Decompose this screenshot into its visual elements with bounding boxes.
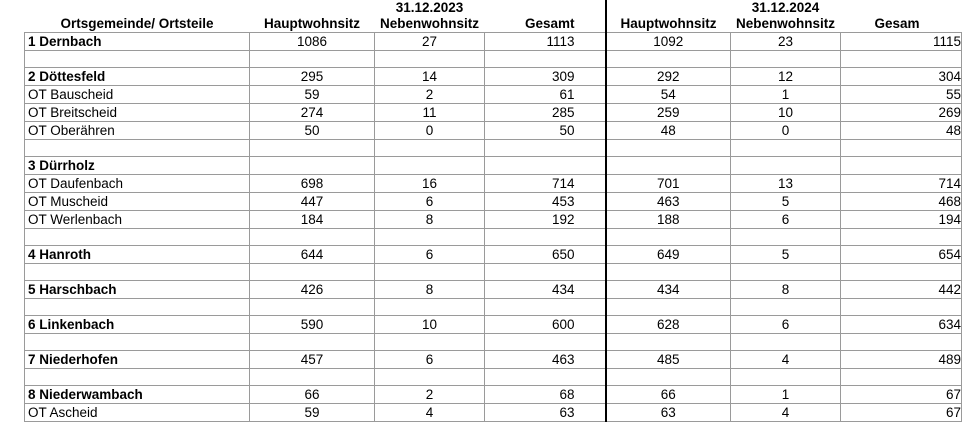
cell-hauptwohnsitz-2024: 66 <box>606 386 731 404</box>
cell-gesamt-2023: 192 <box>485 211 606 229</box>
cell-hauptwohnsitz-2024: 701 <box>606 175 731 193</box>
cell-hauptwohnsitz-2023: 274 <box>250 104 375 122</box>
row-name: OT Bauscheid <box>25 86 250 104</box>
header-nebenwohnsitz-2024: Nebenwohnsitz <box>735 16 835 31</box>
cell-nebenwohnsitz-2024: 4 <box>731 351 841 369</box>
cell-nebenwohnsitz-2023: 14 <box>375 68 485 86</box>
cell-gesamt-2023: 285 <box>485 104 606 122</box>
cell-nebenwohnsitz-2024: 5 <box>731 193 841 211</box>
cell-gesamt-2023: 63 <box>485 404 606 422</box>
cell-hauptwohnsitz-2024: 54 <box>606 86 731 104</box>
cell-gesamt-2024: 654 <box>841 246 962 264</box>
row-name: 6 Linkenbach <box>25 316 250 334</box>
table-row <box>25 86 962 104</box>
header-nebenwohnsitz-2023: Nebenwohnsitz <box>379 16 479 31</box>
cell-hauptwohnsitz-2024: 188 <box>606 211 731 229</box>
cell-nebenwohnsitz-2023: 27 <box>375 33 485 51</box>
cell-hauptwohnsitz-2024: 628 <box>606 316 731 334</box>
cell-nebenwohnsitz-2024: 6 <box>731 211 841 229</box>
row-name: 8 Niederwambach <box>25 386 250 404</box>
cell-nebenwohnsitz-2023: 8 <box>375 281 485 299</box>
cell-gesamt-2023: 434 <box>485 281 606 299</box>
population-table <box>24 0 962 422</box>
cell-hauptwohnsitz-2023: 59 <box>250 86 375 104</box>
table-row <box>25 281 962 299</box>
row-name: OT Daufenbach <box>25 175 250 193</box>
row-name: OT Breitscheid <box>25 104 250 122</box>
period-2024: 31.12.2024 <box>751 0 820 15</box>
row-label-header: Ortsgemeinde/ Ortsteile <box>60 16 214 31</box>
cell-hauptwohnsitz-2024: 434 <box>606 281 731 299</box>
cell-nebenwohnsitz-2023: 8 <box>375 211 485 229</box>
table-row <box>25 386 962 404</box>
cell-gesamt-2024: 304 <box>841 68 962 86</box>
cell-nebenwohnsitz-2024: 12 <box>731 68 841 86</box>
spacer-row <box>25 51 962 68</box>
cell-gesamt-2023: 1113 <box>485 33 606 51</box>
period-2023: 31.12.2023 <box>395 0 464 15</box>
cell-gesamt-2024: 442 <box>841 281 962 299</box>
spacer-row <box>25 369 962 386</box>
cell-gesamt-2023 <box>485 157 606 175</box>
cell-nebenwohnsitz-2024 <box>731 157 841 175</box>
cell-gesamt-2024 <box>841 157 962 175</box>
table-row <box>25 122 962 140</box>
cell-gesamt-2024: 468 <box>841 193 962 211</box>
cell-hauptwohnsitz-2024: 463 <box>606 193 731 211</box>
table-row <box>25 351 962 369</box>
cell-nebenwohnsitz-2023: 4 <box>375 404 485 422</box>
row-name: OT Werlenbach <box>25 211 250 229</box>
cell-gesamt-2024: 194 <box>841 211 962 229</box>
header-hauptwohnsitz-2024: Hauptwohnsitz <box>606 16 731 33</box>
cell-hauptwohnsitz-2023: 426 <box>250 281 375 299</box>
cell-hauptwohnsitz-2024: 48 <box>606 122 731 140</box>
cell-gesamt-2023: 309 <box>485 68 606 86</box>
spacer-row <box>25 229 962 246</box>
cell-hauptwohnsitz-2023: 66 <box>250 386 375 404</box>
cell-hauptwohnsitz-2024: 1092 <box>606 33 731 51</box>
header-gesamt-2024: Gesam <box>874 16 920 31</box>
row-name: OT Muscheid <box>25 193 250 211</box>
row-name: 4 Hanroth <box>25 246 250 264</box>
cell-nebenwohnsitz-2024: 8 <box>731 281 841 299</box>
row-name: 2 Döttesfeld <box>25 68 250 86</box>
cell-hauptwohnsitz-2023: 59 <box>250 404 375 422</box>
cell-gesamt-2023: 50 <box>485 122 606 140</box>
cell-nebenwohnsitz-2024: 23 <box>731 33 841 51</box>
cell-gesamt-2023: 61 <box>485 86 606 104</box>
cell-nebenwohnsitz-2024: 10 <box>731 104 841 122</box>
cell-gesamt-2024: 269 <box>841 104 962 122</box>
cell-gesamt-2024: 48 <box>841 122 962 140</box>
cell-nebenwohnsitz-2023: 6 <box>375 246 485 264</box>
cell-hauptwohnsitz-2024: 259 <box>606 104 731 122</box>
spacer-row <box>25 334 962 351</box>
table-row <box>25 157 962 175</box>
table-row <box>25 246 962 264</box>
cell-gesamt-2023: 714 <box>485 175 606 193</box>
cell-gesamt-2024: 1115 <box>841 33 962 51</box>
cell-gesamt-2024: 714 <box>841 175 962 193</box>
cell-gesamt-2024: 55 <box>841 86 962 104</box>
cell-nebenwohnsitz-2024: 6 <box>731 316 841 334</box>
cell-hauptwohnsitz-2024: 292 <box>606 68 731 86</box>
header-gesamt-2023: Gesamt <box>524 16 575 31</box>
cell-nebenwohnsitz-2023: 10 <box>375 316 485 334</box>
cell-hauptwohnsitz-2023: 457 <box>250 351 375 369</box>
table-row <box>25 68 962 86</box>
table-row <box>25 211 962 229</box>
cell-gesamt-2024: 489 <box>841 351 962 369</box>
spacer-row <box>25 299 962 316</box>
cell-nebenwohnsitz-2024: 13 <box>731 175 841 193</box>
cell-nebenwohnsitz-2024: 5 <box>731 246 841 264</box>
cell-hauptwohnsitz-2023: 447 <box>250 193 375 211</box>
cell-nebenwohnsitz-2023 <box>375 157 485 175</box>
cell-nebenwohnsitz-2023: 6 <box>375 193 485 211</box>
cell-nebenwohnsitz-2024: 1 <box>731 86 841 104</box>
cell-gesamt-2024: 67 <box>841 386 962 404</box>
cell-gesamt-2023: 453 <box>485 193 606 211</box>
spacer-row <box>25 264 962 281</box>
cell-hauptwohnsitz-2023: 590 <box>250 316 375 334</box>
table-row <box>25 175 962 193</box>
table-row <box>25 316 962 334</box>
header-hauptwohnsitz-2023: Hauptwohnsitz <box>264 16 360 31</box>
cell-gesamt-2023: 463 <box>485 351 606 369</box>
cell-hauptwohnsitz-2024 <box>606 157 731 175</box>
table-row <box>25 33 962 51</box>
cell-nebenwohnsitz-2023: 16 <box>375 175 485 193</box>
cell-nebenwohnsitz-2023: 0 <box>375 122 485 140</box>
cell-hauptwohnsitz-2023 <box>250 157 375 175</box>
cell-nebenwohnsitz-2023: 2 <box>375 86 485 104</box>
cell-gesamt-2024: 634 <box>841 316 962 334</box>
cell-nebenwohnsitz-2024: 4 <box>731 404 841 422</box>
cell-hauptwohnsitz-2024: 485 <box>606 351 731 369</box>
row-name: 7 Niederhofen <box>25 351 250 369</box>
row-name: 5 Harschbach <box>25 281 250 299</box>
cell-hauptwohnsitz-2023: 1086 <box>250 33 375 51</box>
cell-gesamt-2023: 68 <box>485 386 606 404</box>
row-name: OT Ascheid <box>25 404 250 422</box>
header-row-columns <box>25 16 962 33</box>
header-row-period <box>25 0 962 16</box>
cell-nebenwohnsitz-2024: 0 <box>731 122 841 140</box>
cell-nebenwohnsitz-2023: 2 <box>375 386 485 404</box>
spacer-row <box>25 140 962 157</box>
cell-gesamt-2024: 67 <box>841 404 962 422</box>
cell-hauptwohnsitz-2023: 644 <box>250 246 375 264</box>
cell-hauptwohnsitz-2024: 63 <box>606 404 731 422</box>
cell-hauptwohnsitz-2023: 698 <box>250 175 375 193</box>
cell-gesamt-2023: 650 <box>485 246 606 264</box>
cell-hauptwohnsitz-2023: 295 <box>250 68 375 86</box>
row-name: 1 Dernbach <box>25 33 250 51</box>
cell-hauptwohnsitz-2024: 649 <box>606 246 731 264</box>
cell-hauptwohnsitz-2023: 50 <box>250 122 375 140</box>
cell-nebenwohnsitz-2023: 11 <box>375 104 485 122</box>
table-row <box>25 193 962 211</box>
row-name: 3 Dürrholz <box>25 157 250 175</box>
cell-gesamt-2023: 600 <box>485 316 606 334</box>
cell-nebenwohnsitz-2024: 1 <box>731 386 841 404</box>
row-name: OT Oberähren <box>25 122 250 140</box>
table-row <box>25 404 962 422</box>
cell-nebenwohnsitz-2023: 6 <box>375 351 485 369</box>
table-row <box>25 104 962 122</box>
cell-hauptwohnsitz-2023: 184 <box>250 211 375 229</box>
